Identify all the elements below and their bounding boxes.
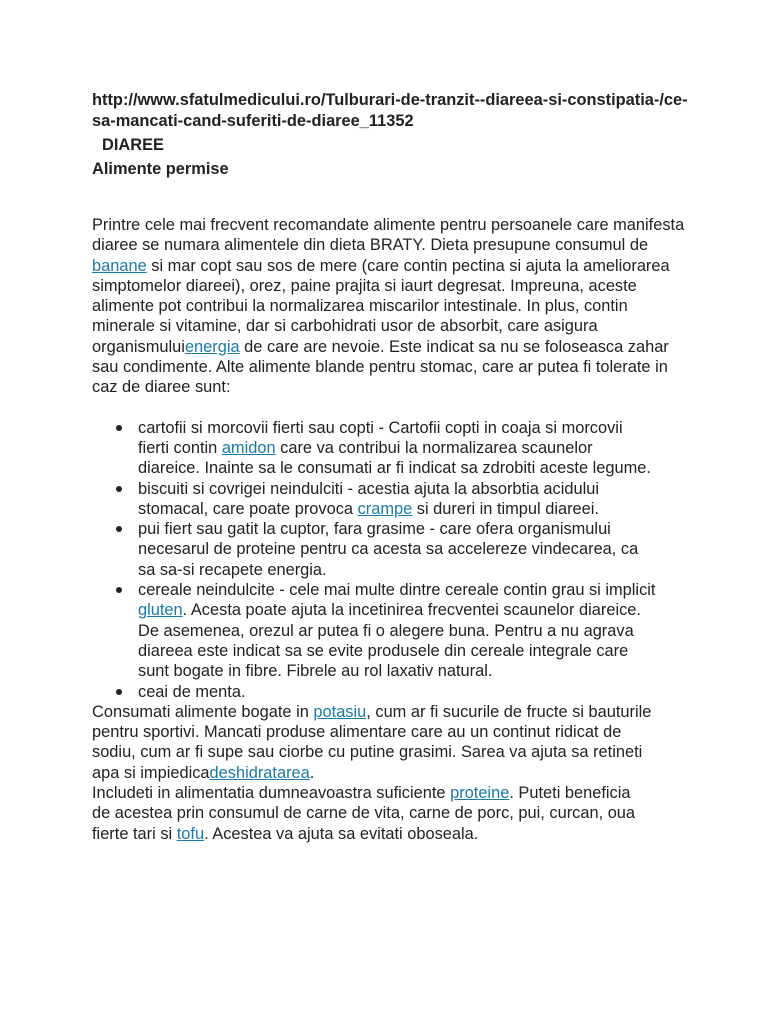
potasiu-paragraph: [92, 702, 652, 783]
intro-paragraph: [92, 215, 692, 398]
food-list: [92, 418, 692, 702]
bullet-icon: [116, 689, 122, 695]
link-amidon[interactable]: amidon: [221, 438, 276, 457]
paragraph-text: . Acestea va ajuta sa evitati oboseala.: [204, 824, 479, 843]
intro-text-1: Printre cele mai frecvent recomandate alimente pentru persoanele care manifesta diaree se numara alimentele din dieta BRATY. Dieta presupune consumul de: [92, 216, 685, 255]
bullet-icon: [116, 587, 122, 593]
intro-text-3: de care are nevoie. Este indicat sa nu se foloseasca zahar sau condimente. Alte alimente blande pentru stomac, care ar putea fi tolerate in caz de diaree sunt:: [92, 337, 669, 397]
bullet-icon: [116, 425, 122, 431]
intro-text-2: si mar copt sau sos de mere (care contin pectina si ajuta la ameliorarea simptomelor diareei), orez, paine prajita si iaurt degresat. Impreuna, aceste alimente pot contribui la normalizarea miscarilor intestinale. In plus, contin minerale si vitamine, dar si carbohidrati usor de absorbit, care asigura organismului: [92, 256, 670, 356]
list-item: [92, 682, 658, 702]
link-potasiu[interactable]: potasiu: [313, 702, 367, 721]
list-item-text: . Acesta poate ajuta la incetinirea frecventei scaunelor diareice. De asemenea, orezul ar putea fi o alegere buna. Pentru a nu agrava diareea este indicat sa se evite produsele din cereale integrale care sunt bogate in fibre. Fibrele au rol laxativ natural.: [138, 601, 641, 681]
list-item: [92, 418, 658, 479]
list-item-text: si dureri in timpul diareei.: [412, 499, 599, 518]
heading-alimente-permise: Alimente permise: [92, 160, 229, 178]
link-gluten[interactable]: gluten: [138, 601, 183, 620]
link-banane[interactable]: banane: [92, 256, 147, 275]
link-energia[interactable]: energia: [184, 337, 240, 356]
list-item-text: ceai de menta.: [138, 682, 246, 701]
list-item-text: cartofii si morcovii fierti sau copti - Cartofii copti in coaja si morcovii fierti contin: [138, 418, 623, 457]
list-item-text: pui fiert sau gatit la cuptor, fara grasime - care ofera organismului necesarul de proteine pentru ca acesta sa accelereze vindecarea, ca sa sa-si recapete energia.: [138, 520, 639, 579]
link-proteine[interactable]: proteine: [450, 784, 510, 803]
list-item: [92, 519, 658, 580]
paragraph-text: Includeti in alimentatia dumneavoastra suficiente: [92, 784, 451, 803]
bullet-icon: [116, 486, 122, 492]
paragraph-text: .: [309, 763, 315, 782]
source-url: http://www.sfatulmedicului.ro/Tulburari-de-tranzit--diareea-si-constipatia-/ce-sa-mancati-cand-suferiti-de-diaree_11352: [92, 91, 688, 130]
list-item-text: care va contribui la normalizarea scaunelor diareice. Inainte sa le consumati ar fi indicat sa zdrobiti aceste legume.: [138, 438, 651, 478]
document-page: [92, 90, 692, 844]
list-item: [92, 580, 658, 681]
proteine-paragraph: [92, 783, 652, 844]
list-item: [92, 479, 658, 520]
paragraph-text: . Puteti beneficia de acestea prin consumul de carne de vita, carne de porc, pui, curcan, oua fierte tari si: [92, 784, 636, 843]
link-deshidratarea[interactable]: deshidratarea: [209, 763, 310, 782]
paragraph-text: , cum ar fi sucurile de fructe si bauturile pentru sportivi. Mancati produse alimentare care au un continut ridicat de sodiu, cum ar fi supe sau ciorbe cu putine grasimi. Sarea va ajuta sa retineti apa si impiedica: [92, 702, 652, 782]
link-tofu[interactable]: tofu: [176, 824, 205, 843]
paragraph-text: Consumati alimente bogate in: [92, 702, 314, 721]
link-crampe[interactable]: crampe: [357, 499, 413, 518]
bullet-icon: [116, 526, 122, 532]
heading-diaree: DIAREE: [102, 136, 164, 154]
list-item-text: biscuiti si covrigei neindulciti - acestia ajuta la absorbtia acidului stomacal, care poate provoca: [138, 479, 599, 518]
list-item-text: cereale neindulcite - cele mai multe dintre cereale contin grau si implicit: [138, 581, 656, 600]
